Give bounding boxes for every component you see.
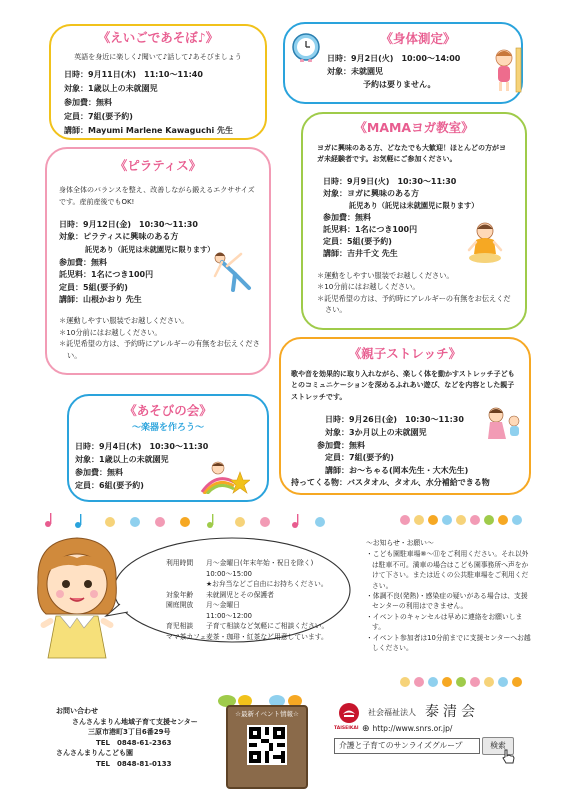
asobi-row-label: 対象： <box>75 455 99 465</box>
oyako-row-value: 7組(要予約) <box>349 453 394 463</box>
yoga-note: ＊託児希望の方は、予約時にアレルギーの有無をお伝えください。 <box>317 293 511 315</box>
eigo-row-capacity <box>64 110 265 124</box>
pilates-note: ＊運動しやすい服装でお越しください。 <box>59 316 189 326</box>
eigo-row-value: 1歳以上の未就園児 <box>88 84 158 94</box>
eigo-row-target <box>64 82 265 96</box>
yoga-row-target <box>323 188 525 200</box>
yoga-row-value: 5組(要予約) <box>347 236 392 246</box>
yoga-row-value: 無料 <box>355 212 371 222</box>
pilates-row-value: 山根かおり 先生 <box>83 295 142 305</box>
asobi-subtitle: ～楽器を作ろう～ <box>131 422 204 433</box>
eigo-details <box>64 68 265 138</box>
eigo-row-fee <box>64 96 265 110</box>
yoga-row-value: 9月9日(火) 10:30～11:30 <box>347 176 457 186</box>
info-row-label: ママ茶カフェ <box>166 632 207 641</box>
oyako-row-value: お～ちゃる(岡本先生・大木先生) <box>349 465 469 475</box>
eigo-row-label: 参加費： <box>64 98 96 108</box>
pilates-row-date <box>59 219 269 232</box>
yoga-row-childcare <box>323 200 525 212</box>
yoga-title: 《MAMAヨガ教室》 <box>354 120 474 135</box>
yoga-note: ＊10分前にはお越しください。 <box>317 282 420 292</box>
info-row-value: 麦茶・珈琲・紅茶など用意しています。 <box>206 632 328 641</box>
info-row-lunch <box>166 579 346 590</box>
eigo-row-label: 定員： <box>64 112 88 122</box>
org-type: 社会福祉法人 <box>368 708 416 717</box>
eigo-row-value: 7組(要予約) <box>88 112 133 122</box>
yoga-row-value: ヨガに興味のある方 <box>347 188 419 198</box>
rainbow-star-icon <box>200 458 250 494</box>
yoga-notes <box>317 270 517 316</box>
asobi-row-value: 6組(要予約) <box>99 481 144 491</box>
girl-mascot-icon <box>30 532 124 664</box>
shintai-row-value: 9月2日(火) 10:00～14:00 <box>351 53 461 63</box>
eigo-row-teacher <box>64 124 265 138</box>
org-logo-text: TAISEIKAI <box>334 726 359 731</box>
info-row-label <box>166 569 206 580</box>
asobi-row-value: 無料 <box>107 468 123 478</box>
pilates-row-teacher <box>59 294 269 307</box>
asobi-row-label: 日時： <box>75 442 99 452</box>
pilates-row-label: 定員： <box>59 282 83 292</box>
eigo-row-label: 対象： <box>64 84 88 94</box>
eigo-intro: 英語を身近に楽しく♪聞いて♪話して♪あそびましょう <box>74 52 242 61</box>
notice-item: ・こども園駐車場⑧～⑪をご利用ください。それ以外は駐車不可。満車の場合はこども園事務所へ声をかけて下さい。または近くの公共駐車場をご利用ください。 <box>366 550 529 590</box>
info-row-hours <box>166 558 346 569</box>
contact-panel <box>56 706 234 769</box>
yoga-row-value: 託児あり（託児は未就園児に限ります） <box>349 200 479 210</box>
eigo-row-date <box>64 68 265 82</box>
info-row-label: 育児相談 <box>166 622 194 630</box>
notice-panel <box>366 538 534 653</box>
pilates-row-label: 対象： <box>59 232 83 242</box>
girl-measuring-icon <box>492 46 524 94</box>
hand-cursor-icon <box>500 748 516 764</box>
oyako-row-label: 定員： <box>325 453 349 463</box>
oyako-row-label: 講師： <box>325 465 349 475</box>
org-url-text[interactable]: http://www.snrs.or.jp/ <box>372 724 453 733</box>
pilates-row-value: 託児あり（託児は未就園児に限ります） <box>85 245 215 255</box>
org-logo <box>338 702 360 724</box>
oyako-row-value: バスタオル、タオル、水分補給できる物 <box>347 478 490 488</box>
info-row-label <box>166 579 206 590</box>
info-row-value: ★お弁当などご自由にお持ちください。 <box>206 580 328 588</box>
yoga-woman-icon <box>466 220 504 264</box>
info-row-age <box>166 590 346 601</box>
oyako-row-teacher <box>291 465 529 478</box>
info-row-label: 園庭開放 <box>166 601 194 609</box>
contact-center: さんさんまりん地域子育て支援センター <box>72 717 198 726</box>
info-row-value: 月～金曜日(年末年始・祝日を除く) <box>206 559 314 567</box>
eigo-box <box>49 24 267 140</box>
shintai-row-label: 日時： <box>327 53 351 63</box>
yoga-note: ＊運動をしやすい服装でお越しください。 <box>317 270 454 280</box>
shintai-row-label: 対象： <box>327 66 351 76</box>
yoga-row-label: 日時： <box>323 176 347 186</box>
asobi-row-label: 定員： <box>75 481 99 491</box>
info-row-value: 10:00～15:00 <box>206 569 252 578</box>
eigo-row-label: 講師： <box>64 126 88 136</box>
info-row-value: 月～金曜日 <box>206 601 240 609</box>
asobi-row-date <box>75 440 267 453</box>
eigo-row-label: 日時： <box>64 70 88 80</box>
qr-code[interactable] <box>247 725 287 765</box>
org-name: 泰清会 <box>425 704 479 720</box>
info-row-value: 11:00～12:00 <box>206 611 252 620</box>
yoga-row-value: 1名につき100円 <box>355 224 418 234</box>
event-sign <box>226 705 308 789</box>
parent-child-icon <box>484 405 526 443</box>
shintai-row-value: 予約は要りません。 <box>363 79 436 89</box>
info-row-value: 未就園児とその保護者 <box>206 590 274 599</box>
notice-item: ・体調不良(発熱)・感染症の疑いがある場合は、支援センターの利用はできません。 <box>366 592 528 611</box>
asobi-row-label: 参加費： <box>75 468 107 478</box>
yoga-row-label: 託児料： <box>323 224 355 234</box>
yoga-intro: ヨガに興味のある方、どなたでも大歓迎！ほとんどの方がヨガ未経験者です。お気軽にご参加ください。 <box>317 143 506 164</box>
oyako-row-value: 無料 <box>349 440 365 450</box>
animal-faces-decoration-icon <box>398 513 528 527</box>
oyako-row-label: 対象： <box>325 427 349 437</box>
yoga-row-value: 吉井千文 先生 <box>347 248 398 258</box>
pilates-note: ＊10分前にはお越しください。 <box>59 327 162 337</box>
pilates-row-label: 参加費： <box>59 257 91 267</box>
asobi-row-value: 1歳以上の未就園児 <box>99 455 169 465</box>
contact-address: 三原市港町3丁目6番29号 <box>88 728 171 736</box>
pilates-note: ＊託児希望の方は、予約時にアレルギーの有無をお伝えください。 <box>59 339 260 360</box>
oyako-row-label: 参加費： <box>317 440 349 450</box>
info-row-garden-time <box>166 611 346 622</box>
search-input-text[interactable]: 介護と子育てのサンライズグループ <box>339 741 463 750</box>
info-row-label <box>166 611 206 622</box>
notice-title: ～お知らせ・お願い～ <box>366 539 434 547</box>
contact-title: お問い合わせ <box>56 707 98 715</box>
asobi-row-value: 9月4日(木) 10:30～11:30 <box>99 442 209 452</box>
clock-icon <box>291 32 321 62</box>
stretching-woman-icon <box>211 246 257 292</box>
pilates-row-value: 5組(要予約) <box>83 282 128 292</box>
info-row-label: 対象年齢 <box>166 590 194 599</box>
info-row-value: 子育て相談など気軽にご相談ください。 <box>206 622 329 630</box>
contact-tel1: TEL 0848-61-2363 <box>96 738 172 747</box>
pilates-row-target <box>59 231 269 244</box>
eigo-row-value: 9月11日(木) 11:10～11:40 <box>88 70 203 80</box>
animal-row-bottom-icon <box>398 675 528 689</box>
search-box[interactable] <box>334 738 480 754</box>
oyako-row-value: 9月26日(金) 10:30～11:30 <box>349 415 464 425</box>
pilates-row-label: 託児料： <box>59 270 91 280</box>
pilates-row-value: 9月12日(金) 10:30～11:30 <box>83 219 198 229</box>
yoga-row-label: 対象： <box>323 188 347 198</box>
info-row-label: 利用時間 <box>166 559 194 567</box>
oyako-row-capacity <box>291 452 529 465</box>
shintai-title: 《身体測定》 <box>380 31 456 46</box>
oyako-intro: 歌や音を効果的に取り入れながら、楽しく体を動かすストレッチ子どもとのコミュニケーションを深めるふれあい遊び、などを内容とした親子ストレッチです。 <box>291 369 515 401</box>
pilates-row-value: 無料 <box>91 257 107 267</box>
notice-item: ・イベントのキャンセルは早めに連絡をお願いします。 <box>366 612 523 632</box>
oyako-row-label: 日時： <box>325 415 349 425</box>
oyako-row-value: 3か月以上の未就園児 <box>349 427 427 437</box>
contact-kodomo: さんさんまりんこども園 <box>56 749 133 757</box>
pilates-intro: 身体全体のバランスを整え、改善しながら鍛えるエクササイズです。産前産後でもOK! <box>59 185 255 206</box>
center-info <box>166 558 346 642</box>
info-row-garden <box>166 600 346 611</box>
asobi-title: 《あそびの会》 <box>124 403 212 418</box>
eigo-row-value: Mayumi Marlene Kawaguchi 先生 <box>88 126 234 136</box>
eigo-title: 《えいごであそぼ♪》 <box>97 30 219 45</box>
search-button-label: 検索 <box>490 741 506 750</box>
oyako-row-items <box>291 477 529 490</box>
notice-item: ・イベント参加者は10分前までに支援センターへお越しください。 <box>366 633 531 653</box>
info-row-time <box>166 569 346 580</box>
shintai-row-value: 未就園児 <box>351 66 383 76</box>
org-url[interactable] <box>362 723 452 735</box>
info-row-consult <box>166 621 346 632</box>
oyako-title: 《親子ストレッチ》 <box>348 346 462 361</box>
oyako-row-label: 持ってくる物： <box>291 478 347 488</box>
yoga-row-label: 参加費： <box>323 212 355 222</box>
yoga-row-date <box>323 176 525 188</box>
pilates-row-value: 1名につき100円 <box>91 270 154 280</box>
yoga-row-label: 定員： <box>323 236 347 246</box>
pilates-row-label: 日時： <box>59 219 83 229</box>
yoga-row-label: 講師： <box>323 248 347 258</box>
pilates-notes <box>59 315 261 361</box>
event-sign-label: ☆最新イベント情報☆ <box>235 710 299 718</box>
info-row-cafe <box>166 632 346 643</box>
globe-icon: ⊕ <box>362 724 370 734</box>
music-notes-decoration-icon <box>40 510 330 530</box>
pilates-row-value: ピラティスに興味のある方 <box>83 232 179 242</box>
pilates-row-label: 講師： <box>59 295 83 305</box>
eigo-row-value: 無料 <box>96 98 112 108</box>
contact-tel2: TEL 0848-81-0133 <box>96 759 172 768</box>
pilates-title: 《ピラティス》 <box>114 158 202 173</box>
